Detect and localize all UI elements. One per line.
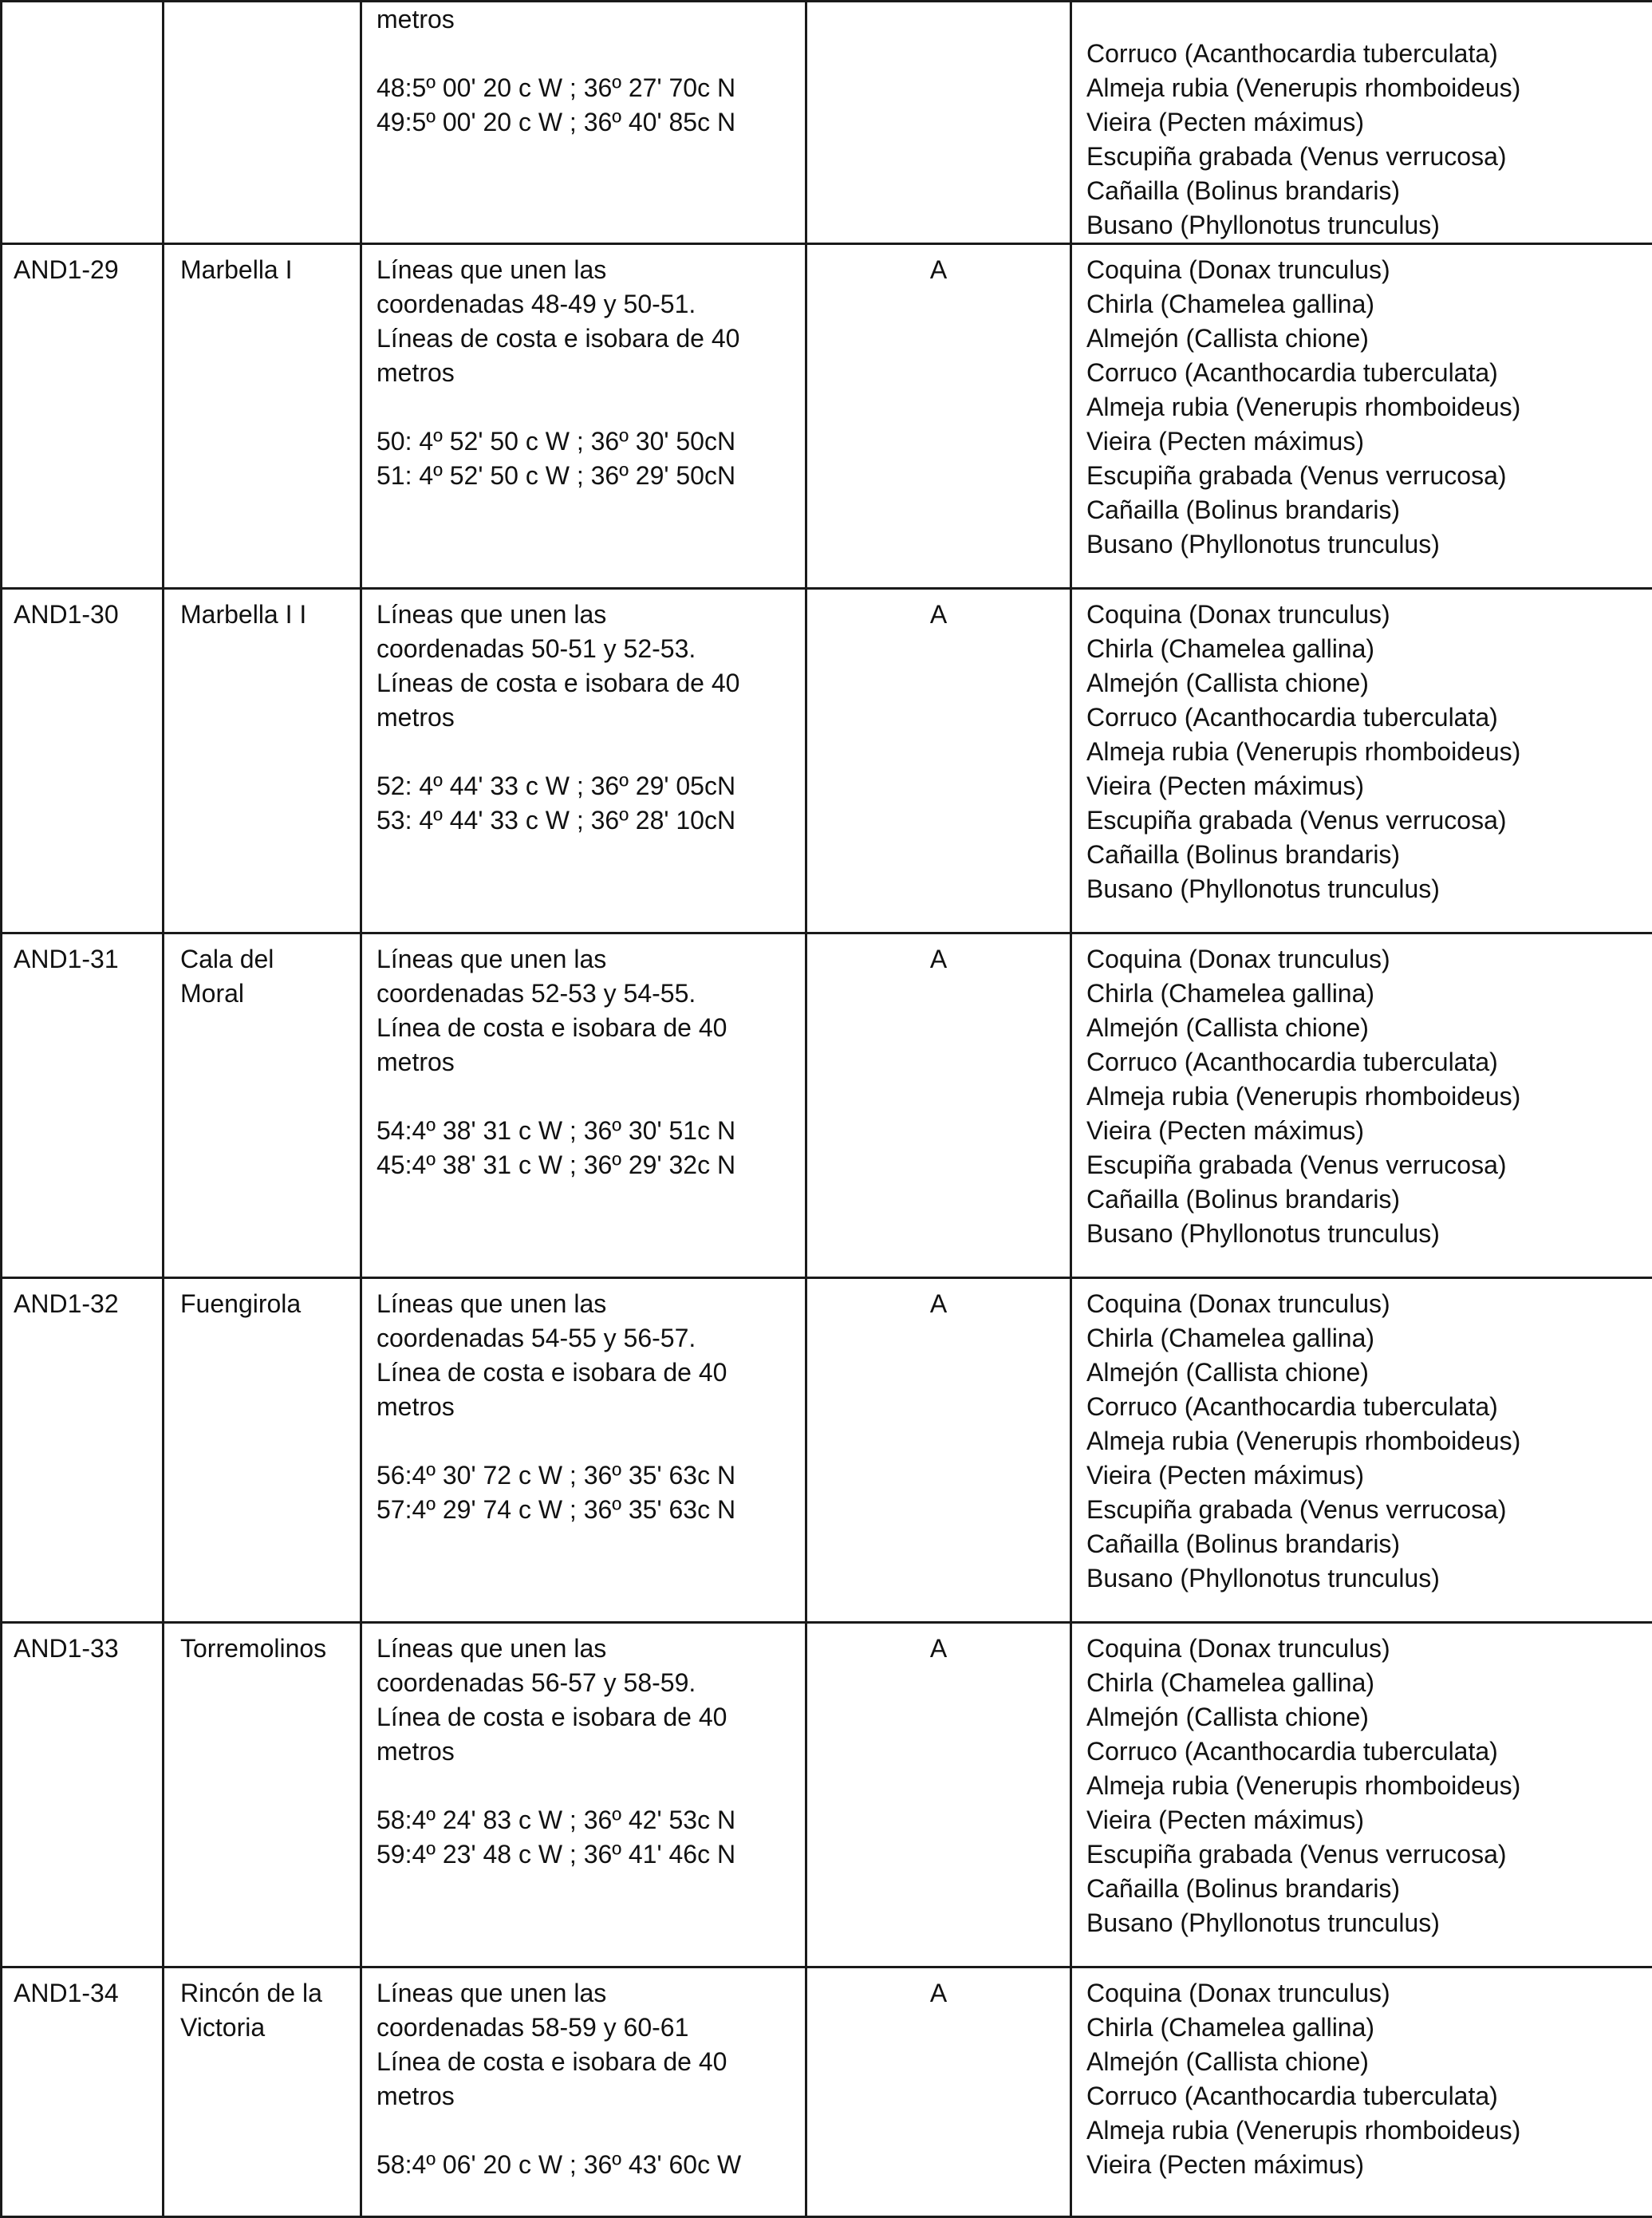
description-line: Líneas de costa e isobara de 40 (377, 322, 805, 356)
description-line: metros (377, 2, 805, 37)
category-cell (806, 2, 1071, 244)
species-cell (1071, 1967, 1652, 2217)
description-cell (361, 244, 806, 589)
species-item: Almejón (Callista chione) (1086, 1356, 1652, 1390)
species-item: Escupiña grabada (Venus verrucosa) (1086, 140, 1652, 174)
species-item: Vieira (Pecten máximus) (1086, 105, 1652, 140)
zone-row (2, 933, 1652, 1278)
species-cell (1071, 2, 1652, 244)
species-item: Chirla (Chamelea gallina) (1086, 977, 1652, 1011)
species-item: Almejón (Callista chione) (1086, 1011, 1652, 1045)
category-cell (806, 244, 1071, 589)
zone-name-line: Torremolinos (180, 1632, 360, 1666)
species-item: Busano (Phyllonotus trunculus) (1086, 1906, 1652, 1940)
species-item: Chirla (Chamelea gallina) (1086, 1666, 1652, 1700)
description-line: Líneas de costa e isobara de 40 (377, 666, 805, 701)
coordinate-line: 53: 4º 44' 33 c W ; 36º 28' 10cN (377, 803, 805, 838)
species-item: Coquina (Donax trunculus) (1086, 253, 1652, 287)
zone-code: AND1-31 (14, 942, 162, 977)
species-item: Coquina (Donax trunculus) (1086, 1632, 1652, 1666)
zone-name-line: Fuengirola (180, 1287, 360, 1321)
zone-category: A (807, 1976, 1070, 2011)
description-line: metros (377, 2079, 805, 2113)
zone-row (2, 1278, 1652, 1623)
species-item: Vieira (Pecten máximus) (1086, 769, 1652, 803)
zone-code: AND1-34 (14, 1976, 162, 2011)
species-item: Almeja rubia (Venerupis rhomboideus) (1086, 1424, 1652, 1458)
species-item: Chirla (Chamelea gallina) (1086, 1321, 1652, 1356)
species-item: Busano (Phyllonotus trunculus) (1086, 208, 1652, 243)
zone-name-line: Marbella I I (180, 598, 360, 632)
description-line: Línea de costa e isobara de 40 (377, 2045, 805, 2079)
code-cell (2, 589, 164, 933)
species-item: Cañailla (Bolinus brandaris) (1086, 1872, 1652, 1906)
name-cell (164, 589, 361, 933)
code-cell (2, 2, 164, 244)
species-item: Almeja rubia (Venerupis rhomboideus) (1086, 390, 1652, 424)
description-line: metros (377, 1390, 805, 1424)
coordinate-line: 54:4º 38' 31 c W ; 36º 30' 51c N (377, 1114, 805, 1148)
description-line: coordenadas 58-59 y 60-61 (377, 2011, 805, 2045)
coordinate-line: 58:4º 24' 83 c W ; 36º 42' 53c N (377, 1803, 805, 1837)
name-cell (164, 1278, 361, 1623)
species-item: Almeja rubia (Venerupis rhomboideus) (1086, 735, 1652, 769)
species-item: Cañailla (Bolinus brandaris) (1086, 1527, 1652, 1561)
zone-row (2, 1623, 1652, 1967)
description-line: Líneas que unen las (377, 1632, 805, 1666)
zone-name-line: Victoria (180, 2011, 360, 2045)
name-cell (164, 1967, 361, 2217)
description-cell (361, 1623, 806, 1967)
description-line: Líneas que unen las (377, 1976, 805, 2011)
species-item: Busano (Phyllonotus trunculus) (1086, 1561, 1652, 1596)
code-cell (2, 244, 164, 589)
description-cell (361, 933, 806, 1278)
species-item: Corruco (Acanthocardia tuberculata) (1086, 1045, 1652, 1079)
description-line: Líneas que unen las (377, 598, 805, 632)
code-cell (2, 1967, 164, 2217)
species-item: Vieira (Pecten máximus) (1086, 1803, 1652, 1837)
description-cell (361, 589, 806, 933)
zone-name-line: Rincón de la (180, 1976, 360, 2011)
species-cell (1071, 589, 1652, 933)
description-line: metros (377, 356, 805, 390)
category-cell (806, 1967, 1071, 2217)
species-item: Almeja rubia (Venerupis rhomboideus) (1086, 71, 1652, 105)
species-cell (1071, 1278, 1652, 1623)
description-line: Línea de costa e isobara de 40 (377, 1700, 805, 1735)
description-cell (361, 2, 806, 244)
coordinate-line: 52: 4º 44' 33 c W ; 36º 29' 05cN (377, 769, 805, 803)
coordinate-line: 50: 4º 52' 50 c W ; 36º 30' 50cN (377, 424, 805, 459)
name-cell (164, 244, 361, 589)
species-item: Vieira (Pecten máximus) (1086, 2148, 1652, 2182)
species-item: Busano (Phyllonotus trunculus) (1086, 872, 1652, 906)
category-cell (806, 1278, 1071, 1623)
species-item: Almejón (Callista chione) (1086, 322, 1652, 356)
species-item: Corruco (Acanthocardia tuberculata) (1086, 1390, 1652, 1424)
species-item: Almeja rubia (Venerupis rhomboideus) (1086, 1079, 1652, 1114)
species-item: Corruco (Acanthocardia tuberculata) (1086, 37, 1652, 71)
description-line: Líneas que unen las (377, 1287, 805, 1321)
species-cell (1071, 933, 1652, 1278)
species-item: Cañailla (Bolinus brandaris) (1086, 1182, 1652, 1217)
coordinate-line: 51: 4º 52' 50 c W ; 36º 29' 50cN (377, 459, 805, 493)
code-cell (2, 933, 164, 1278)
species-item: Almejón (Callista chione) (1086, 666, 1652, 701)
species-item: Escupiña grabada (Venus verrucosa) (1086, 459, 1652, 493)
description-line: coordenadas 52-53 y 54-55. (377, 977, 805, 1011)
species-item: Corruco (Acanthocardia tuberculata) (1086, 2079, 1652, 2113)
species-item: Almejón (Callista chione) (1086, 2045, 1652, 2079)
zone-category: A (807, 942, 1070, 977)
species-item: Coquina (Donax trunculus) (1086, 1976, 1652, 2011)
species-item: Escupiña grabada (Venus verrucosa) (1086, 803, 1652, 838)
zone-code: AND1-32 (14, 1287, 162, 1321)
species-item: Coquina (Donax trunculus) (1086, 598, 1652, 632)
species-item: Cañailla (Bolinus brandaris) (1086, 174, 1652, 208)
description-cell (361, 1967, 806, 2217)
species-item: Almeja rubia (Venerupis rhomboideus) (1086, 1769, 1652, 1803)
species-item: Busano (Phyllonotus trunculus) (1086, 527, 1652, 562)
species-item: Chirla (Chamelea gallina) (1086, 632, 1652, 666)
species-item: Coquina (Donax trunculus) (1086, 942, 1652, 977)
species-item: Corruco (Acanthocardia tuberculata) (1086, 1735, 1652, 1769)
species-item: Corruco (Acanthocardia tuberculata) (1086, 356, 1652, 390)
species-cell (1071, 244, 1652, 589)
coordinate-line: 58:4º 06' 20 c W ; 36º 43' 60c W (377, 2148, 805, 2182)
zone-category: A (807, 1287, 1070, 1321)
species-item: Almeja rubia (Venerupis rhomboideus) (1086, 2113, 1652, 2148)
description-line: metros (377, 701, 805, 735)
description-line: coordenadas 56-57 y 58-59. (377, 1666, 805, 1700)
name-cell (164, 2, 361, 244)
description-line: coordenadas 54-55 y 56-57. (377, 1321, 805, 1356)
coordinate-line: 49:5º 00' 20 c W ; 36º 40' 85c N (377, 105, 805, 140)
description-line: coordenadas 48-49 y 50-51. (377, 287, 805, 322)
description-line: metros (377, 1045, 805, 1079)
species-item: Almejón (Callista chione) (1086, 1700, 1652, 1735)
zone-row (2, 1967, 1652, 2217)
zone-name-line: Moral (180, 977, 360, 1011)
species-item: Corruco (Acanthocardia tuberculata) (1086, 701, 1652, 735)
species-item: Escupiña grabada (Venus verrucosa) (1086, 1148, 1652, 1182)
species-item: Vieira (Pecten máximus) (1086, 1114, 1652, 1148)
coordinate-line: 56:4º 30' 72 c W ; 36º 35' 63c N (377, 1458, 805, 1493)
name-cell (164, 933, 361, 1278)
code-cell (2, 1623, 164, 1967)
category-cell (806, 1623, 1071, 1967)
species-item: Chirla (Chamelea gallina) (1086, 287, 1652, 322)
category-cell (806, 933, 1071, 1278)
species-item: Chirla (Chamelea gallina) (1086, 2011, 1652, 2045)
species-item: Vieira (Pecten máximus) (1086, 424, 1652, 459)
coordinate-line: 45:4º 38' 31 c W ; 36º 29' 32c N (377, 1148, 805, 1182)
coordinate-line: 48:5º 00' 20 c W ; 36º 27' 70c N (377, 71, 805, 105)
coordinate-line: 59:4º 23' 48 c W ; 36º 41' 46c N (377, 1837, 805, 1872)
species-item: Coquina (Donax trunculus) (1086, 1287, 1652, 1321)
description-line: metros (377, 1735, 805, 1769)
zone-name-line: Marbella I (180, 253, 360, 287)
zone-row (2, 244, 1652, 589)
description-line: Línea de costa e isobara de 40 (377, 1011, 805, 1045)
species-item: Escupiña grabada (Venus verrucosa) (1086, 1493, 1652, 1527)
description-cell (361, 1278, 806, 1623)
description-line: Líneas que unen las (377, 253, 805, 287)
zone-category: A (807, 598, 1070, 632)
category-cell (806, 589, 1071, 933)
code-cell (2, 1278, 164, 1623)
zone-code: AND1-33 (14, 1632, 162, 1666)
zone-code: AND1-29 (14, 253, 162, 287)
species-item: Cañailla (Bolinus brandaris) (1086, 493, 1652, 527)
continuation-row (2, 2, 1652, 244)
species-item: Cañailla (Bolinus brandaris) (1086, 838, 1652, 872)
name-cell (164, 1623, 361, 1967)
species-item: Busano (Phyllonotus trunculus) (1086, 1217, 1652, 1251)
description-line: Líneas que unen las (377, 942, 805, 977)
species-item: Escupiña grabada (Venus verrucosa) (1086, 1837, 1652, 1872)
species-cell (1071, 1623, 1652, 1967)
species-item: Vieira (Pecten máximus) (1086, 1458, 1652, 1493)
zone-code: AND1-30 (14, 598, 162, 632)
description-line: coordenadas 50-51 y 52-53. (377, 632, 805, 666)
zone-row (2, 589, 1652, 933)
coordinate-line: 57:4º 29' 74 c W ; 36º 35' 63c N (377, 1493, 805, 1527)
description-line: Línea de costa e isobara de 40 (377, 1356, 805, 1390)
zone-name-line: Cala del (180, 942, 360, 977)
zone-category: A (807, 253, 1070, 287)
zone-category: A (807, 1632, 1070, 1666)
